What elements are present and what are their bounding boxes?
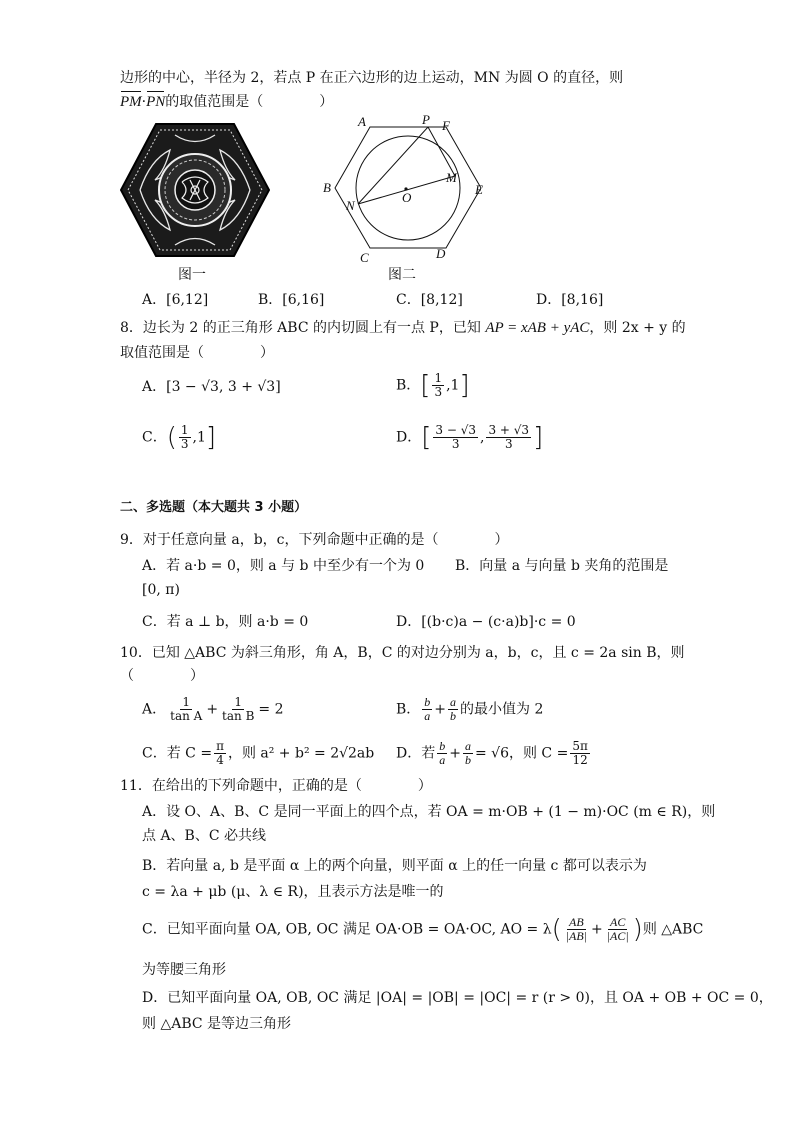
q7-option-d[interactable]: D．[8,16] xyxy=(536,292,604,308)
fraction: $\frac{1}{\text{tan B}}$ xyxy=(222,695,255,723)
q9-option-a[interactable]: A．若 a·b = 0，则 a 与 b 中至少有一个为 0 xyxy=(142,558,425,574)
fraction: $\frac{1}{\text{tan A}}$ xyxy=(170,695,203,723)
fraction: $\frac{5\pi}{12}$ xyxy=(572,739,588,767)
q10-option-c[interactable] xyxy=(142,740,374,767)
q9-option-c[interactable]: C．若 a ⊥ b，则 a·b = 0 xyxy=(142,614,309,630)
option-tail: = 2 xyxy=(258,701,284,718)
q9-option-b[interactable]: B．向量 a 与向量 b 夹角的范围是 xyxy=(455,558,669,574)
q11-option-c-cont: 为等腰三角形 xyxy=(142,962,226,978)
label-m: M xyxy=(446,170,457,185)
option-tail: 的最小值为 2 xyxy=(460,701,544,718)
fraction: $\frac{a}{b}$ xyxy=(464,739,471,767)
q11-option-a[interactable]: A．设 O、A、B、C 是同一平面上的四个点，若 OA = m·OB + (1 − m)·OC (m ∈ R)，则 xyxy=(142,804,716,820)
option-text: C．已知平面向量 OA, OB, OC 满足 OA·OB = OA·OC, AO = λ xyxy=(142,921,552,938)
label-a: A xyxy=(358,114,366,129)
label-p: P xyxy=(422,112,430,127)
label-n: N xyxy=(346,198,355,213)
option-tail: ，则 a² + b² = 2√2ab xyxy=(227,745,375,762)
q8-option-d[interactable]: D．[ $\frac{3 - √3}{3}$ , $\frac{3 + √3}{3}$ ] xyxy=(396,422,544,453)
q7-option-c[interactable]: C．[8,12] xyxy=(396,292,463,308)
q7-option-a[interactable]: A．[6,12] xyxy=(142,292,209,308)
fraction: $\frac{1}{3}$ xyxy=(434,371,443,399)
q11-option-a-cont: 点 A、B、C 必共线 xyxy=(142,828,267,844)
option-label: C．若 C = xyxy=(142,745,213,762)
vec-pm: PM xyxy=(120,94,142,110)
option-label: C． xyxy=(142,429,167,446)
option-label: D．若 xyxy=(396,745,436,762)
q10-line2: （ ） xyxy=(120,668,204,684)
q7-line1: 边形的中心，半径为 2，若点 P 在正六边形的边上运动，MN 为圆 O 的直径，则 xyxy=(120,70,624,86)
q11-option-c[interactable]: C．已知平面向量 OA, OB, OC 满足 OA·OB = OA·OC, AO = λ( $\frac{AB}{|AB|}$ + $\frac{AC}{|AC|}$ )则 △ABC xyxy=(142,914,704,945)
q11-option-b[interactable]: B．若向量 a, b 是平面 α 上的两个向量，则平面 α 上的任一向量 c 都可以表示为 xyxy=(142,858,647,874)
fraction: $\frac{3 + √3}{3}$ xyxy=(488,423,530,451)
q8-line1 xyxy=(120,318,686,338)
figure-1-caption: 图一 xyxy=(178,267,206,283)
option-tail: ,1 xyxy=(192,429,206,446)
section-heading: 二、多选题（本大题共 3 小题） xyxy=(120,500,308,515)
option-tail: 则 △ABC xyxy=(642,921,704,938)
q7-line2 xyxy=(120,92,333,112)
fraction: $\frac{a}{b}$ xyxy=(450,695,457,723)
option-label: D． xyxy=(396,429,422,446)
q8-option-c[interactable]: C．( $\frac{1}{3}$ ,1] xyxy=(142,422,217,453)
fraction: $\frac{b}{a}$ xyxy=(439,739,446,767)
q8-stem-tail: ，则 2x + y 的 xyxy=(589,320,686,336)
option-tail: ,1 xyxy=(446,377,460,394)
q7-question-tail: 的取值范围是（ ） xyxy=(165,94,334,110)
label-b: B xyxy=(323,180,331,195)
q11-option-d-cont: 则 △ABC 是等边三角形 xyxy=(142,1016,292,1032)
q8-option-b[interactable]: B．[ $\frac{1}{3}$ ,1] xyxy=(396,370,470,401)
option-mid: = √6，则 C = xyxy=(474,745,569,762)
label-f: F xyxy=(442,118,450,133)
q11-option-d[interactable]: D．已知平面向量 OA, OB, OC 满足 |OA| = |OB| = |OC| = r (r > 0)，且 OA + OB + OC = 0， xyxy=(142,990,773,1006)
vec-pn: PN xyxy=(146,94,166,110)
q10-option-d[interactable]: D．若 $\frac{b}{a}$ + $\frac{a}{b}$ = √6，则 C = $\frac{5\pi}{12}$ xyxy=(396,739,588,767)
fraction: $\frac{AB}{|AB|}$ xyxy=(565,915,587,943)
dot-op: · xyxy=(141,94,147,110)
q10-option-b[interactable]: B． $\frac{b}{a}$ + $\frac{a}{b}$ 的最小值为 2 xyxy=(396,695,544,723)
q9-option-b-range: [0, π) xyxy=(142,582,180,598)
label-o: O xyxy=(402,190,412,205)
figure-2-caption: 图二 xyxy=(388,267,416,283)
q8-option-a[interactable]: A．[3 − √3, 3 + √3] xyxy=(142,379,281,395)
label-d: D xyxy=(436,246,446,261)
q8-line2: 取值范围是（ ） xyxy=(120,345,274,361)
option-label: B． xyxy=(396,701,421,718)
label-c: C xyxy=(360,250,369,262)
figure-2-hexagon-diagram xyxy=(318,112,498,262)
q9-option-d[interactable]: D．[(b·c)a − (c·a)b]·c = 0 xyxy=(396,614,576,630)
q10-option-a[interactable]: A． $\frac{1}{\text{tan A}}$ + $\frac{1}{\text{tan B}}$ = 2 xyxy=(142,695,284,723)
q8-vector-equation: AP = xAB + yAC xyxy=(485,320,590,336)
fraction: $\frac{b}{a}$ xyxy=(424,695,431,723)
option-label: A． xyxy=(142,701,167,718)
q11-line1: 11．在给出的下列命题中，正确的是（ ） xyxy=(120,778,432,794)
fraction: $\frac{3 - √3}{3}$ xyxy=(435,423,476,451)
q7-option-b[interactable]: B．[6,16] xyxy=(258,292,325,308)
figure-1-ornate-hexagon xyxy=(120,120,270,260)
fraction: $\frac{\pi}{4}$ xyxy=(216,739,224,767)
q9-line1: 9．对于任意向量 a，b，c，下列命题中正确的是（ ） xyxy=(120,532,509,548)
q10-line1: 10．已知 △ABC 为斜三角形，角 A，B，C 的对边分别为 a，b，c，且 c = 2a sin B，则 xyxy=(120,645,685,661)
label-e: E xyxy=(475,182,483,197)
q11-option-b-cont: c = λa + μb (μ、λ ∈ R)，且表示方法是唯一的 xyxy=(142,884,444,900)
fraction: $\frac{1}{3}$ xyxy=(180,423,189,451)
fraction: $\frac{AC}{|AC|}$ xyxy=(606,915,629,943)
option-label: B． xyxy=(396,377,421,394)
q8-stem: 8．边长为 2 的正三角形 ABC 的内切圆上有一点 P，已知 xyxy=(120,320,486,336)
